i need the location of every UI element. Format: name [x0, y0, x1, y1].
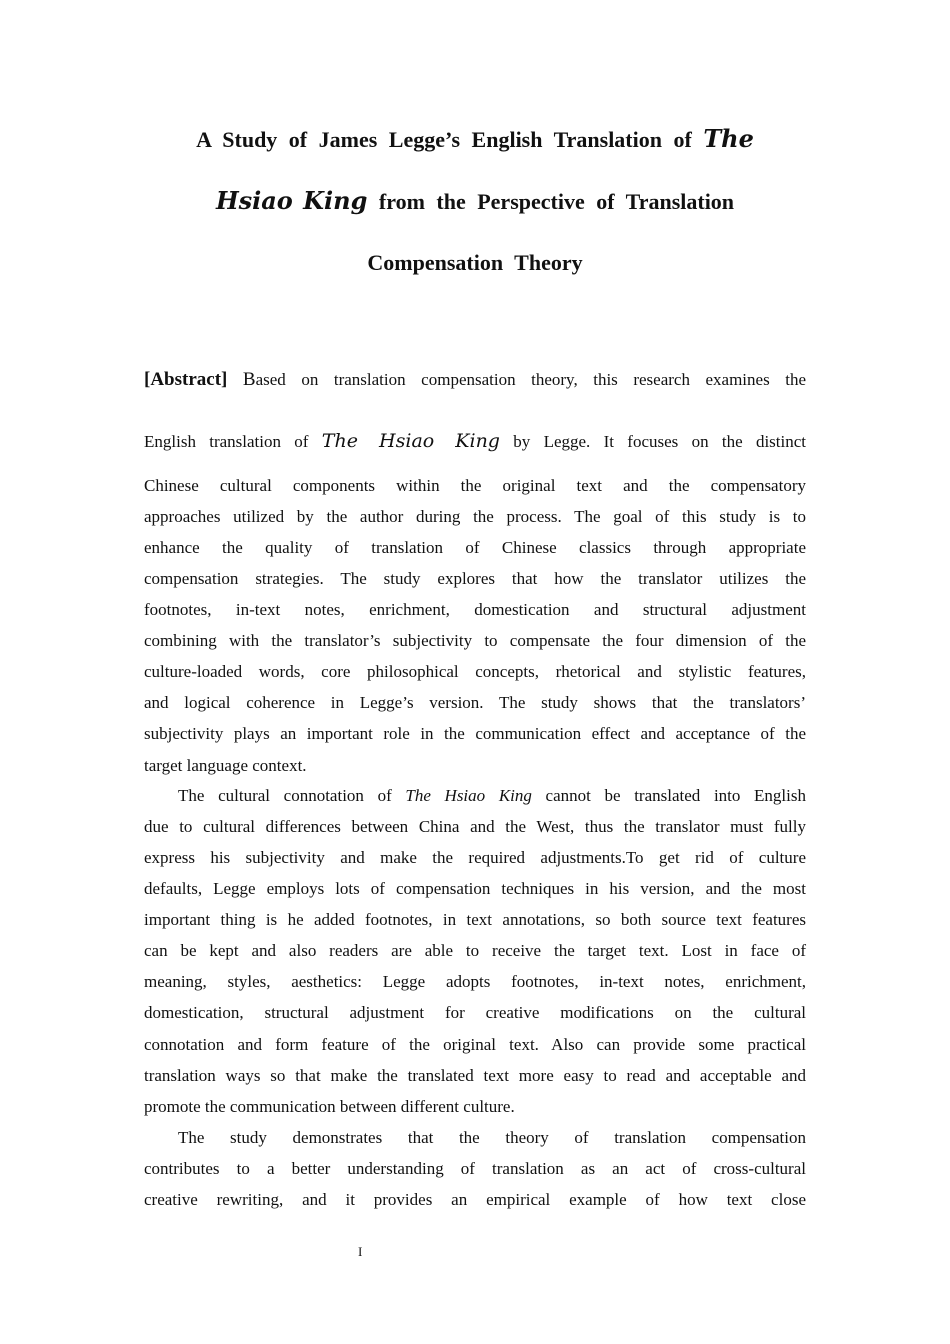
abstract-line — [144, 426, 806, 457]
page-number: I — [358, 1244, 363, 1259]
abstract-text: English translation of — [144, 432, 309, 451]
body-line: contributes to a better understanding of translation as an act of cross-cultural — [144, 1159, 806, 1178]
abstract-line — [144, 364, 806, 395]
abstract-italic-title: The Hsiao King — [321, 430, 500, 452]
title-line-1 — [150, 124, 800, 153]
title-text: Compensation Theory — [367, 250, 583, 275]
abstract-line: approaches utilized by the author during the process. The goal of this study is to — [144, 507, 806, 526]
abstract-initial: B — [242, 369, 256, 390]
body-line: connotation and form feature of the original text. Also can provide some practical — [144, 1035, 806, 1054]
body-text: The cultural connotation of — [178, 786, 392, 805]
body-line: translation ways so that make the translated text more easy to read and acceptable and — [144, 1066, 806, 1085]
abstract-line: culture-loaded words, core philosophical concepts, rhetorical and stylistic features, — [144, 662, 806, 681]
title-text: A Study of James Legge’s English Translation of — [196, 127, 692, 152]
body-line: meaning, styles, aesthetics: Legge adopts footnotes, in-text notes, enrichment, — [144, 972, 806, 991]
title-line-3 — [150, 250, 800, 276]
body-italic-title: The Hsiao King — [405, 786, 532, 805]
abstract-line: subjectivity plays an important role in the communication effect and acceptance of the — [144, 724, 806, 743]
body-line: express his subjectivity and make the required adjustments.To get rid of culture — [144, 848, 806, 867]
abstract-line: combining with the translator’s subjectivity to compensate the four dimension of the — [144, 631, 806, 650]
body-line: due to cultural differences between China and the West, thus the translator must fully — [144, 817, 806, 836]
body-line: important thing is he added footnotes, in text annotations, so both source text features — [144, 910, 806, 929]
abstract-line: and logical coherence in Legge’s version. The study shows that the translators’ — [144, 693, 806, 712]
abstract-text: by Legge. It focuses on the distinct — [513, 432, 807, 451]
abstract-line: target language context. — [144, 756, 307, 775]
abstract-line: enhance the quality of translation of Chinese classics through appropriate — [144, 538, 806, 557]
body-line: promote the communication between different culture. — [144, 1097, 515, 1116]
body-line: can be kept and also readers are able to receive the target text. Lost in face of — [144, 941, 806, 960]
body-line: domestication, structural adjustment for creative modifications on the cultural — [144, 1003, 806, 1022]
body-line: creative rewriting, and it provides an empirical example of how text close — [144, 1190, 806, 1209]
body-line: The study demonstrates that the theory of translation compensation — [178, 1128, 806, 1147]
title-italic-text: The — [703, 124, 754, 153]
body-text: cannot be translated into English — [545, 786, 806, 805]
title-line-2 — [150, 186, 800, 215]
abstract-text: ased on translation compensation theory, this research examines the — [255, 370, 806, 389]
abstract-label: [Abstract] — [144, 369, 228, 390]
title-italic-text: Hsiao King — [215, 186, 368, 215]
title-text: from the Perspective of Translation — [378, 189, 735, 214]
body-line: defaults, Legge employs lots of compensation techniques in his version, and the most — [144, 879, 806, 898]
abstract-line: Chinese cultural components within the original text and the compensatory — [144, 476, 806, 495]
body-line — [144, 780, 806, 811]
abstract-line: footnotes, in-text notes, enrichment, domestication and structural adjustment — [144, 600, 806, 619]
abstract-line: compensation strategies. The study explores that how the translator utilizes the — [144, 569, 806, 588]
